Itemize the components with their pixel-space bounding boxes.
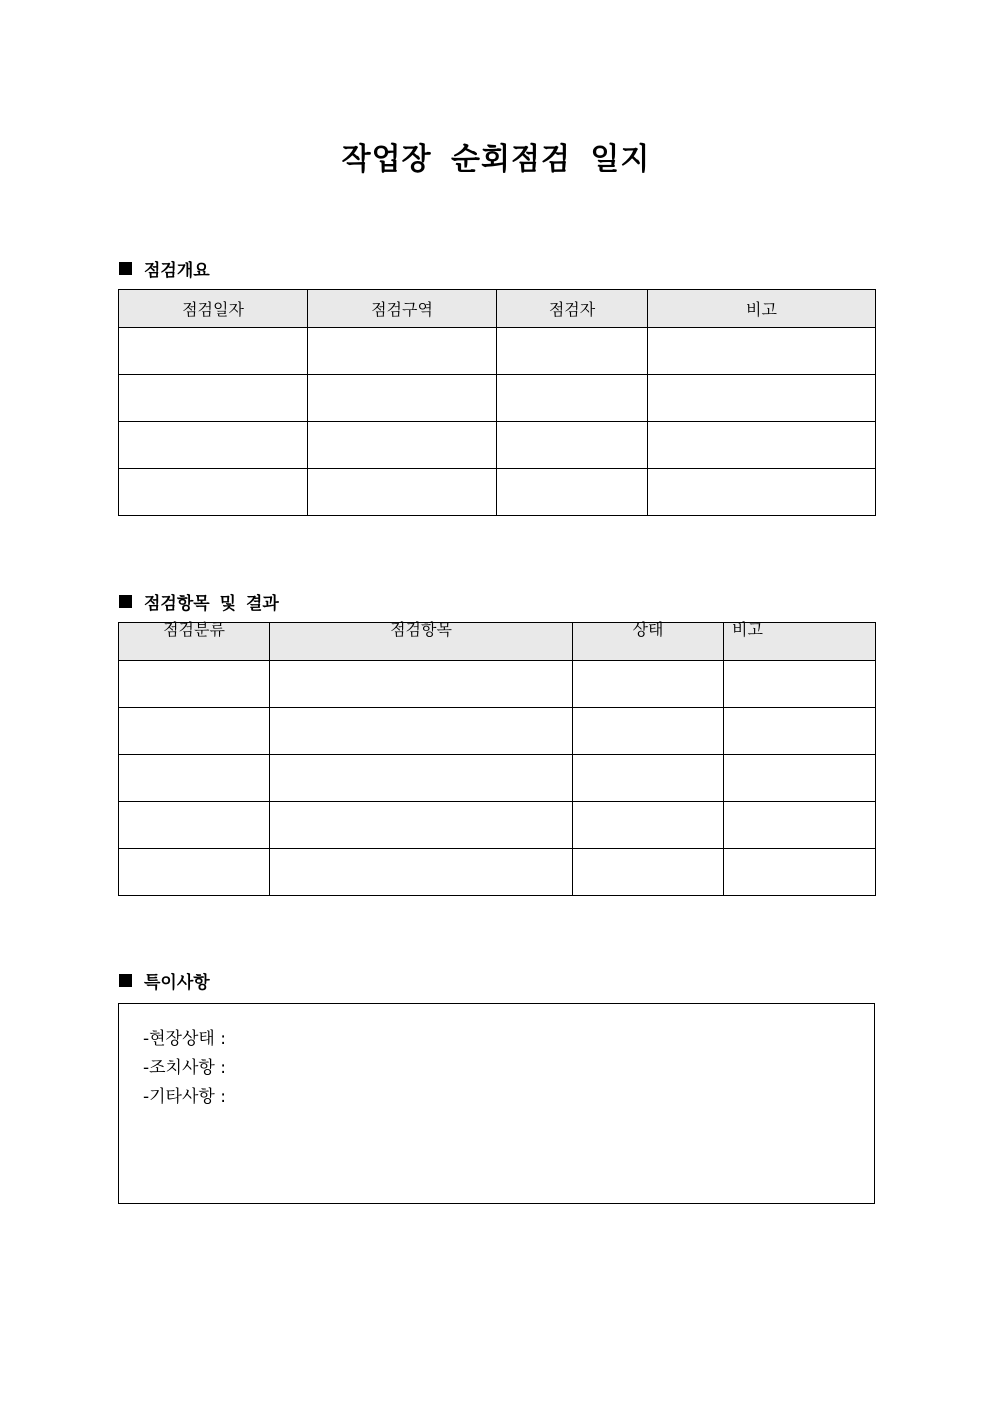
table-cell[interactable] [573,802,724,849]
table-cell[interactable] [270,802,573,849]
table-row [119,469,876,516]
table-cell[interactable] [648,375,876,422]
table-row [119,375,876,422]
table-cell[interactable] [497,328,648,375]
section-heading-label: 점검항목 및 결과 [144,594,279,614]
table-cell[interactable] [497,375,648,422]
column-header-inspector: 점검자 [497,290,648,328]
table-row [119,661,876,708]
table-cell[interactable] [497,422,648,469]
table-cell[interactable] [573,755,724,802]
table-cell[interactable] [119,469,308,516]
table-cell[interactable] [724,849,876,896]
table-cell[interactable] [308,422,497,469]
table-cell[interactable] [119,708,270,755]
table-cell[interactable] [724,755,876,802]
column-header-area: 점검구역 [308,290,497,328]
square-bullet-icon [119,974,132,987]
table-row [119,849,876,896]
overview-table [118,289,876,516]
column-header-item: 점검항목 [270,623,573,661]
section-heading-remarks [119,968,210,993]
table-cell[interactable] [308,469,497,516]
note-line-site-status: -현장상태 : [143,1029,226,1049]
table-cell[interactable] [119,422,308,469]
table-cell[interactable] [119,661,270,708]
table-cell[interactable] [119,802,270,849]
square-bullet-icon [119,595,132,608]
table-header-row [119,290,876,328]
table-header-row [119,623,876,661]
table-cell[interactable] [724,661,876,708]
table-cell[interactable] [648,422,876,469]
note-line-actions: -조치사항 : [143,1058,226,1078]
column-header-remarks: 비고 [648,290,876,328]
column-header-status: 상태 [573,623,724,661]
table-cell[interactable] [119,755,270,802]
table-cell[interactable] [119,375,308,422]
column-header-category: 점검분류 [119,623,270,661]
section-heading-results [119,589,279,614]
table-cell[interactable] [573,849,724,896]
table-row [119,422,876,469]
table-row [119,328,876,375]
results-table [118,622,876,896]
table-cell[interactable] [270,755,573,802]
note-line-other: -기타사항 : [143,1087,226,1107]
section-heading-label: 점검개요 [144,261,210,281]
table-cell[interactable] [648,328,876,375]
table-cell[interactable] [724,802,876,849]
table-cell[interactable] [573,708,724,755]
table-row [119,802,876,849]
table-cell[interactable] [270,661,573,708]
table-cell[interactable] [119,849,270,896]
table-cell[interactable] [573,661,724,708]
table-cell[interactable] [119,328,308,375]
table-cell[interactable] [724,708,876,755]
table-cell[interactable] [648,469,876,516]
table-row [119,708,876,755]
table-cell[interactable] [270,849,573,896]
square-bullet-icon [119,262,132,275]
remarks-box[interactable] [118,1003,875,1204]
table-cell[interactable] [308,375,497,422]
table-cell[interactable] [270,708,573,755]
column-header-date: 점검일자 [119,290,308,328]
table-cell[interactable] [308,328,497,375]
page-title: 작업장 순회점검 일지 [341,142,651,177]
section-heading-label: 특이사항 [144,973,210,993]
table-cell[interactable] [497,469,648,516]
section-heading-overview [119,256,210,281]
table-row [119,755,876,802]
column-header-remarks: 비고 [724,623,876,661]
